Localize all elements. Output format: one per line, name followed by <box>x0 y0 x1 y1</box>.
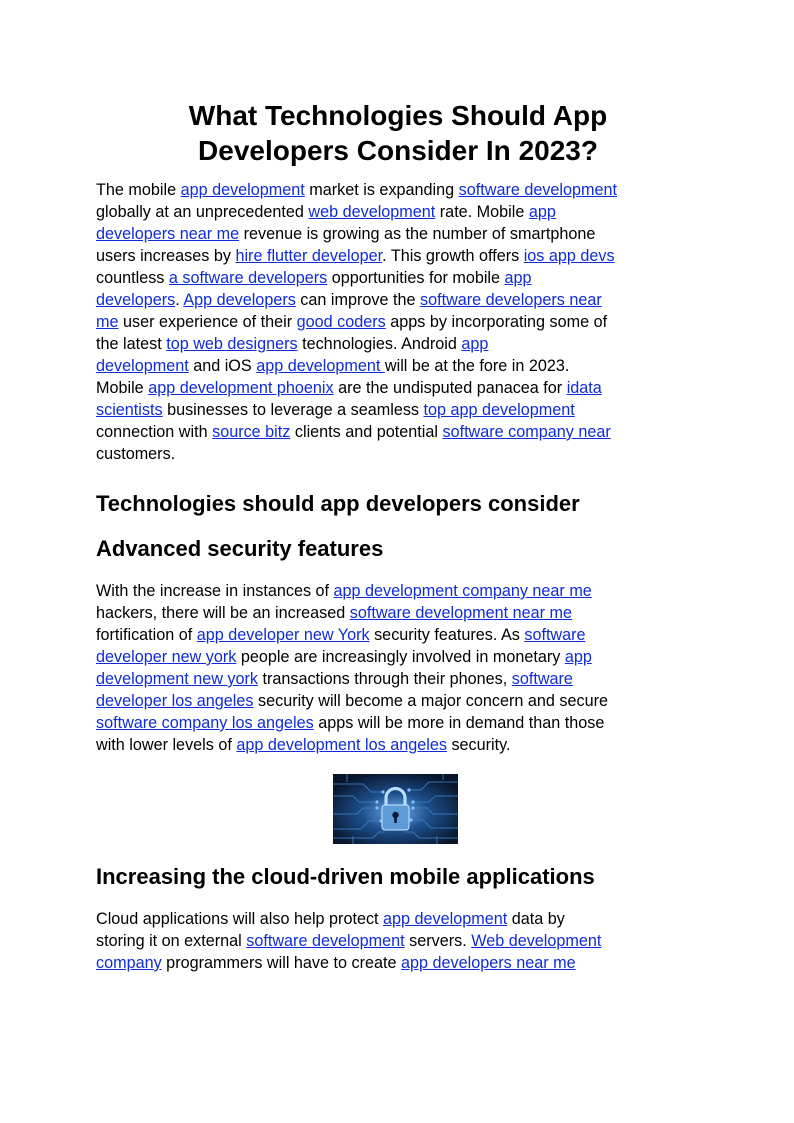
text-run: technologies. Android <box>297 335 462 353</box>
document-page <box>96 98 700 974</box>
text-link[interactable]: app <box>564 648 592 666</box>
text-run: servers. <box>404 932 472 950</box>
text-run: will be at the fore in 2023. <box>384 357 570 375</box>
security-line <box>96 668 700 690</box>
text-run: user experience of their <box>118 313 297 331</box>
heading-cloud: Increasing the cloud-driven mobile applications <box>96 864 595 889</box>
text-link[interactable]: company <box>96 954 162 972</box>
cloud-paragraph <box>96 908 700 974</box>
text-run: countless <box>96 269 169 287</box>
text-run: storing it on external <box>96 932 247 950</box>
text-link[interactable]: software development near me <box>349 604 572 622</box>
text-run: market is expanding <box>304 181 459 199</box>
text-link[interactable]: development <box>96 357 189 375</box>
text-link[interactable]: developer new york <box>96 648 237 666</box>
intro-line <box>96 289 700 311</box>
text-link[interactable]: app development <box>180 181 305 199</box>
text-link[interactable]: web development <box>308 203 436 221</box>
text-link[interactable]: Web development <box>471 932 602 950</box>
text-link[interactable]: top app development <box>423 401 575 419</box>
cloud-line <box>96 930 700 952</box>
cloud-line <box>96 908 700 930</box>
security-line <box>96 624 700 646</box>
heading-security: Advanced security features <box>96 536 384 561</box>
text-run: revenue is growing as the number of smartphone <box>239 225 596 243</box>
intro-paragraph <box>96 179 700 465</box>
text-run: Mobile <box>96 379 149 397</box>
text-run: programmers will have to create <box>161 954 401 972</box>
text-run: people are increasingly involved in monetary <box>236 648 565 666</box>
text-link[interactable]: software development <box>458 181 618 199</box>
intro-line <box>96 421 700 443</box>
text-run: rate. Mobile <box>435 203 529 221</box>
text-link[interactable]: good coders <box>296 313 386 331</box>
intro-line <box>96 179 700 201</box>
intro-line <box>96 311 700 333</box>
heading-technologies: Technologies should app developers consider <box>96 491 580 516</box>
text-link[interactable]: app development <box>383 910 508 928</box>
text-run: and iOS <box>188 357 257 375</box>
text-run: with lower levels of <box>96 736 237 754</box>
intro-line <box>96 267 700 289</box>
text-link[interactable]: app development company near me <box>333 582 592 600</box>
text-link[interactable]: top web designers <box>166 335 298 353</box>
text-run: hackers, there will be an increased <box>96 604 350 622</box>
security-lock-image <box>333 774 458 844</box>
text-run: clients and potential <box>290 423 443 441</box>
security-line <box>96 734 700 756</box>
intro-line <box>96 333 700 355</box>
text-run: fortification of <box>96 626 197 644</box>
text-link[interactable]: idata <box>566 379 602 397</box>
text-link[interactable]: software company los angeles <box>96 714 314 732</box>
security-line <box>96 580 700 602</box>
text-run: apps by incorporating some of <box>385 313 608 331</box>
text-link[interactable]: app developer new York <box>196 626 370 644</box>
text-link[interactable]: app <box>528 203 556 221</box>
text-link[interactable]: source bitz <box>212 423 291 441</box>
text-link[interactable]: me <box>96 313 119 331</box>
text-run: The mobile <box>96 181 181 199</box>
text-link[interactable]: ios app devs <box>523 247 615 265</box>
text-link[interactable]: software <box>524 626 586 644</box>
text-run: can improve the <box>295 291 420 309</box>
text-run: security will become a major concern and secure <box>253 692 608 710</box>
text-run: security. <box>446 736 511 754</box>
text-link[interactable]: software <box>511 670 573 688</box>
text-link[interactable]: app development phoenix <box>148 379 334 397</box>
text-run: users increases by <box>96 247 236 265</box>
text-run: globally at an unprecedented <box>96 203 309 221</box>
security-line <box>96 690 700 712</box>
text-run: With the increase in instances of <box>96 582 334 600</box>
cloud-line <box>96 952 700 974</box>
intro-line <box>96 201 700 223</box>
text-link[interactable]: a software developers <box>168 269 328 287</box>
intro-line <box>96 443 700 465</box>
security-line <box>96 602 700 624</box>
text-run: data by <box>507 910 565 928</box>
security-line <box>96 646 700 668</box>
security-line <box>96 712 700 734</box>
intro-line <box>96 355 700 377</box>
text-run: transactions through their phones, <box>257 670 512 688</box>
text-link[interactable]: developer los angeles <box>96 692 254 710</box>
intro-line <box>96 245 700 267</box>
text-link[interactable]: software company near <box>442 423 611 441</box>
text-run: security features. As <box>369 626 525 644</box>
text-run: . This growth offers <box>382 247 524 265</box>
text-link[interactable]: app developers near me <box>401 954 576 972</box>
text-link[interactable]: scientists <box>96 401 163 419</box>
text-run: customers. <box>96 445 176 463</box>
text-run: are the undisputed panacea for <box>333 379 567 397</box>
text-run: Cloud applications will also help protect <box>96 910 384 928</box>
title-line-2: Developers Consider In 2023? <box>198 135 598 166</box>
intro-line <box>96 223 700 245</box>
text-link[interactable]: software development <box>246 932 405 950</box>
text-run: . <box>175 291 184 309</box>
text-link[interactable]: app development los angeles <box>236 736 447 754</box>
title-line-1: What Technologies Should App <box>188 100 608 131</box>
text-run: opportunities for mobile <box>327 269 505 287</box>
text-link[interactable]: development new york <box>96 670 258 688</box>
text-run: businesses to leverage a seamless <box>162 401 424 419</box>
text-link[interactable]: hire flutter developer <box>235 247 383 265</box>
text-link[interactable]: developers <box>96 291 176 309</box>
document-title <box>96 98 700 168</box>
text-link[interactable]: app development <box>256 357 385 375</box>
text-link[interactable]: software developers near <box>419 291 602 309</box>
text-link[interactable]: developers near me <box>96 225 240 243</box>
intro-line <box>96 377 700 399</box>
text-link[interactable]: app <box>461 335 489 353</box>
intro-line <box>96 399 700 421</box>
text-run: the latest <box>96 335 167 353</box>
text-run: connection with <box>96 423 213 441</box>
text-link[interactable]: app <box>504 269 532 287</box>
text-run: apps will be more in demand than those <box>313 714 605 732</box>
security-paragraph <box>96 580 700 756</box>
text-link[interactable]: App developers <box>183 291 296 309</box>
